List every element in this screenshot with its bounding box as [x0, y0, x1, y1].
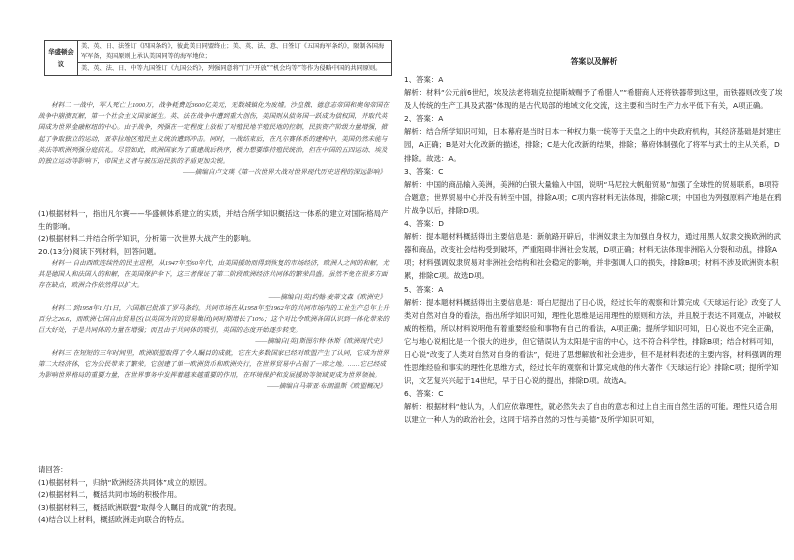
answer-line: 解析：提本题材料概括得出主要信息是：哥白尼提出了日心说，经过长年的观察和计算完成《天球运行论》改变了人类对自然对自身的看法，指出所学知识可知，理性化思维是运用理性的原则和方法，并且脱于表达不同观点，冲破权威的桎梏，所以材料说明他有着重要经验和事物有自己的看法，A项正确；提所学知识可知，日心说也不完全正确，它与地心说相比是一个很大的进步，但它错误认为太阳是宇宙的中心，这不符合科学性，排除B项；结合材料可知，日心说“改变了人类对自然对自身的看法”，促进了思想解放和社会进步，但不是材料表述的主要内容，材料强调的理性思维经验和事实的理性化思维方式，经过长年的观察和计算完成他的伟大著作《天球运行论》排除C项；提所学知识，文艺复兴兴起于14世纪，早于日心说的提出，排除D项。故选A。	[404, 297, 782, 386]
ask-4: (4)结合以上材料，概括欧洲走向联合的特点。	[38, 515, 189, 525]
answer-line: 解析：结合所学知识可知，日本幕府是当时日本一种权力集一统等于天皇之上的中央政府机构，其经济基础是封建庄园，A正确；B是对大化改新的描述，排除；C是大化改新的结果，排除；幕府体制强化了将军与武士的主从关系，D排除。故选：A。	[404, 127, 781, 163]
answers-title: 答案以及解析	[570, 57, 618, 66]
material-two-b-source: ——摘编自[英]斯图尔特·休斯《欧洲现代史》	[255, 338, 386, 346]
ask-3: (3)根据材料三，概括欧洲联盟“取得令人瞩目的成就”的表现。	[38, 502, 241, 512]
question-block-19	[38, 208, 392, 258]
question-20-asks	[38, 464, 392, 527]
material-two-text: 材料二 一战中，军人死亡上1000万，战争耗费近3600亿美元，无数城镇化为废墟。沙皇俄、德意志帝国和奥匈帝国在战争中崩溃瓦解，第一个社会主义国家诞生。英、法在战争中遭到重大创伤，美国则从债务国一跃成为债权国，并取代英国成为世界金融枢纽的中心。由于战争，列强在一定程度上放松了对殖民地半殖民地的控制，民族资产阶级力量增强，掀起了争取独立的运动，亚非拉地区殖民主义统治遭到冲击。同时，一战结束后，在凡尔赛体系的建构中，美国仍然未能与英法等欧洲列强分庭抗礼。尽管如此，欧洲国家为了重建战后秩序，极力想要维持殖民统治，但在中国的五四运动、埃及的独立运动等影响下，帝国主义者与被压迫民族的矛盾更加尖锐。	[38, 102, 390, 166]
material-three-source: ——摘编自马蒂亚·布朗温斯《欧盟概况》	[267, 383, 386, 391]
ask-1: (1)根据材料一，归纳“欧洲经济共同体”成立的原因。	[38, 477, 212, 487]
answer-line: 3、答案：C	[404, 166, 444, 176]
material-two-source: ——摘编自卢文瑛《第一次世界大战对世界现代历史进程的深远影响》	[183, 169, 386, 177]
table-cell: 美、英、日、法签订《四国条约》，彼此美日同盟终止；美、英、法、意、日签订《五国海军条约》，限制各国海军军备，英国原则上承认美国同等的海军地位；	[78, 41, 392, 63]
answer-line: 6、答案：C	[404, 389, 444, 399]
table-header-cell: 华盛顿会议	[45, 41, 78, 76]
question-20-heading: 20.(13分)阅读下列材料，回答问题。	[38, 246, 162, 256]
answers-list	[400, 73, 788, 427]
material-three-text: 材料三 在短短的三年时间里，欧洲联盟取得了令人瞩目的成就，它在大多数国家已经对欧盟产生了认同，它成为世界第二大经济体，它为公民带来了繁荣。它创建了单一欧洲货币和欧洲央行，在世界贸易中占据了一席之地。……它已经成为影响世界格局的重要力量，在世界事务中发挥着越来越重要的作用，在环境保护和发展援助等领域更成为世界领袖。	[38, 349, 390, 380]
table-row	[45, 41, 392, 63]
answer-line: 4、答案：D	[404, 219, 444, 229]
answer-line: 1、答案：A	[404, 75, 444, 84]
answer-line: 解析：材料“公元前6世纪，埃及法老将瑞克拉提斯城赐予了希腊人”“希腊商人还将铁器带到这里，而铁器则改变了埃及人传统的生产工具及武器”体现的是古代局部的地域文化交流，这主要和当时生产力水平低下有关，A项正确。	[404, 88, 783, 111]
material-one-source: ——摘编自[英]约翰·麦蒂文森《欧洲史》	[268, 293, 386, 301]
conference-table	[44, 40, 392, 76]
ask-label: 请回答：	[38, 465, 68, 474]
material-one-text: 材料一 自由西欧连续性的民主进程，从1947年至60年代，由美国援助而得到恢复的市场经济，欧洲人之间的和解，尤其是德国人和法国人的和解，在美国保护伞下，这三者保证了第二阶段欧洲经济共同体的繁荣昌盛。虽然不免在很多方面存在缺点，欧洲合作依然得以扩大。	[38, 260, 390, 290]
table-cell: 美、英、法、日、中等九国签订《九国公约》，列强同意将“门户开放”“机会均等”等作为侵略中国的共同原则。	[78, 63, 392, 76]
right-column	[400, 0, 788, 427]
question-1: (1)根据材料一，指出凡尔赛——华盛顿体系建立的实质，并结合所学知识概括这一体系的建立对国际格局产生的影响。	[38, 209, 389, 231]
material-two	[38, 100, 392, 178]
ask-2: (2)根据材料二，概括共同市场的积极作用。	[38, 490, 182, 500]
answer-line: 2、答案：A	[404, 114, 444, 124]
table-row	[45, 63, 392, 76]
answer-line: 解析：提本题材料概括得出主要信息是：新航路开辟后，非洲奴隶主为加强自身权力，通过用黑人奴隶交换欧洲的武器和商品，改变社会结构受到破坏，严重阻碍非洲社会发展，D项正确；材料无法体现非洲陷入分裂和动乱，排除A项；材料强调奴隶贸易对非洲社会结构和社会稳定的影响，并非强调人口的损失，排除B项；材料不涉及欧洲资本积累，排除C项。故选D项。	[404, 232, 781, 281]
question-20-materials	[38, 258, 392, 392]
question-2: (2)根据材料二并结合所学知识，分析第一次世界大战产生的影响。	[38, 234, 256, 244]
answer-line: 解析：中国的商品输入美洲，美洲的白银大量输入中国，说明“马尼拉大帆船贸易”加强了全球性的贸易联系，B项符合题意；世界贸易中心并没有转至中国，排除A项；C项内容材料无法体现，排除C项；中国也为列强原料产地是在鸦片战争以后，排除D项。	[404, 179, 782, 215]
answer-line: 解析：根据材料“他认为，人们应依靠理性，就必然失去了自由的意志和过上自主而自然生活的可能。理性只适合用以建立一种人为的政治社会，这同于培养自然的习性与美德”及所学知识可知，	[404, 402, 778, 425]
material-two-b-text: 材料二 到1958年1月1日，六国都已批准了罗马条约。共同市场在从1958年至1962年的共同市场内的工业生产总年上升百分之26.6，而欧洲七国自由贸易区(以英国为首的贸易集团)同时期增长了10%；这个对比令欧洲各国认识到一体化带来的巨大好处，于是共同体的力量在增强；而且由于共同体的吸引，英国的态度开始逐步转变。	[38, 304, 390, 335]
answer-line: 5、答案：A	[404, 284, 444, 294]
